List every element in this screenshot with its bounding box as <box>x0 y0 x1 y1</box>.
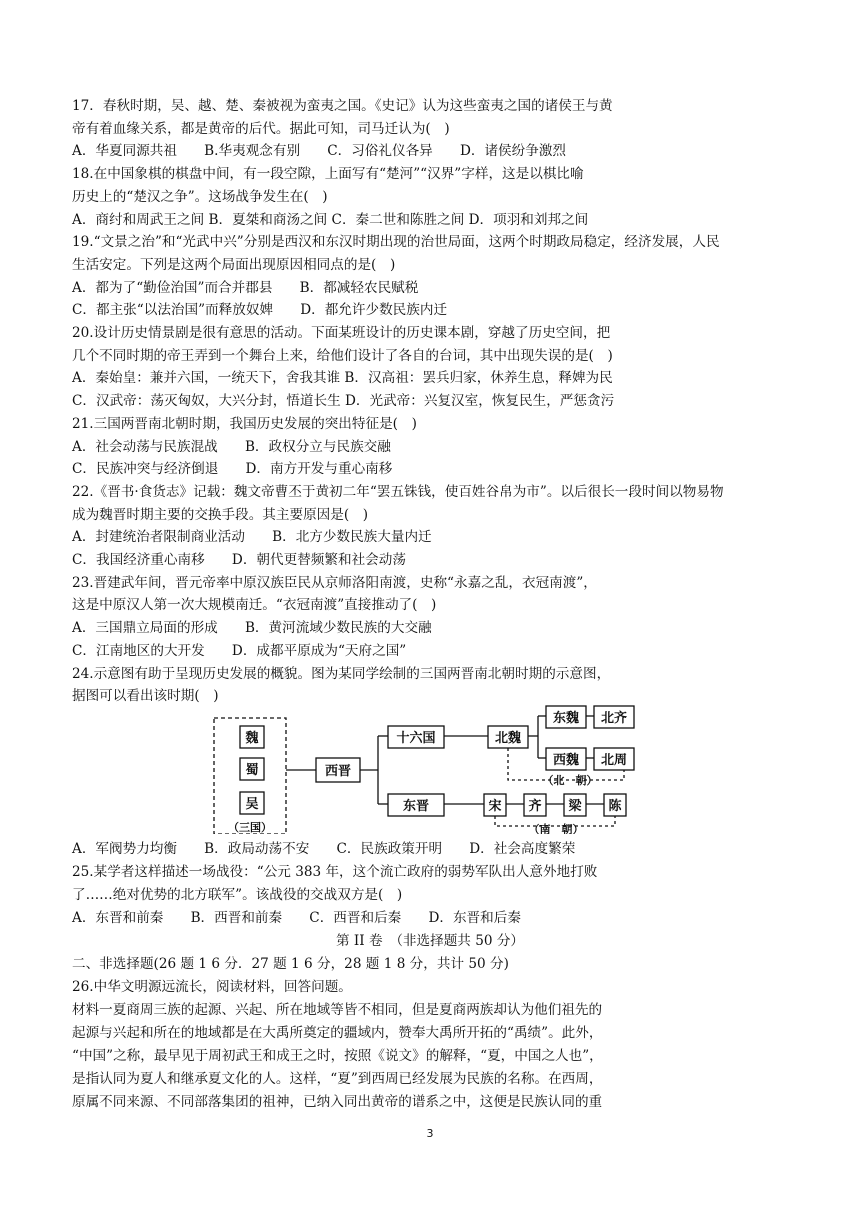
label-southern-dynasties: （南 朝） <box>528 823 584 834</box>
text-line: 20.设计历史情景剧是很有意思的活动。下面某班设计的历史课本剧，穿越了历史空间，把 <box>72 325 611 341</box>
text-line: 这是中原汉人第一次大规模南迁。“衣冠南渡”直接推动了( ) <box>72 597 437 614</box>
text-line: 起源与兴起和所在的地域都是在大禹所奠定的疆域内，赞奉大禹所开拓的“禹绩”。此外， <box>72 1025 603 1041</box>
text-line: A．商纣和周武王之间 B．夏桀和商汤之间 C．秦二世和陈胜之间 D．项羽和刘邦之间 <box>72 211 589 228</box>
box-wei: 魏 <box>245 731 259 746</box>
text-line: 23.晋建武年间，晋元帝率中原汉族臣民从京师洛阳南渡，史称“永嘉之乱，衣冠南渡”， <box>72 574 597 591</box>
text-line: 历史上的“楚汉之争”。这场战争发生在( ) <box>72 188 328 205</box>
text-line: A．秦始皇：兼并六国，一统天下，舍我其谁 B．汉高祖：罢兵归家，休养生息，释婢为民 <box>72 370 613 387</box>
box-song: 宋 <box>488 799 502 814</box>
text-line: A．三国鼎立局面的形成 B．黄河流域少数民族的大交融 <box>72 620 432 637</box>
text-line: 帝有着血缘关系，都是黄帝的后代。据此可知，司马迁认为( ) <box>72 120 450 137</box>
text-line: A．华夏同源共祖 B.华夷观念有别 C．习俗礼仪各异 D．诸侯纷争激烈 <box>72 143 567 160</box>
text-line: 22.《晋书·食货志》记载：魏文帝曹丕于黄初二年“罢五铢钱，使百姓谷帛为市”。以后很长一段时间以物易物 <box>72 483 724 500</box>
text-line: 17．春秋时期，吴、越、楚、秦被视为蛮夷之国。《史记》认为这些蛮夷之国的诸侯王与黄 <box>72 98 613 114</box>
text-line: A．封建统治者限制商业活动 B．北方少数民族大量内迁 <box>72 529 432 546</box>
text-line: 18.在中国象棋的棋盘中间，有一段空隙，上面写有“楚河”“汉界”字样，这是以棋比喻 <box>72 166 584 183</box>
box-western-jin: 西晋 <box>324 764 352 779</box>
box-northern-wei: 北魏 <box>494 731 522 746</box>
box-western-wei: 西魏 <box>552 753 580 768</box>
period-diagram <box>212 702 676 834</box>
text-line: C．民族冲突与经济倒退 D．南方开发与重心南移 <box>72 461 393 478</box>
box-eastern-wei: 东魏 <box>552 711 580 726</box>
text-line: 二、非选择题(26 题 1 6 分．27 题 1 6 分，28 题 1 8 分，共计 50 分) <box>72 956 509 972</box>
text-line: A．社会动荡与民族混战 B．政权分立与民族交融 <box>72 438 391 455</box>
box-northern-zhou: 北周 <box>600 753 628 768</box>
label-northern-dynasties: （北 朝） <box>542 774 598 787</box>
text-line: A．东晋和前秦 B．西晋和前秦 C．西晋和后秦 D．东晋和后秦 <box>72 910 521 926</box>
box-qi: 齐 <box>528 799 542 814</box>
text-line: C．江南地区的大开发 D．成都平原成为“天府之国” <box>72 642 407 659</box>
text-line: C．我国经济重心南移 D．朝代更替频繁和社会动荡 <box>72 552 406 568</box>
text-line: 成为魏晋时期主要的交换手段。其主要原因是( ) <box>72 506 369 523</box>
text-line: 材料一夏商周三族的起源、兴起、所在地域等皆不相同，但是夏商两族却认为他们祖先的 <box>72 1002 603 1018</box>
box-sixteen-kingdoms: 十六国 <box>396 731 436 746</box>
text-line: 24.示意图有助于呈现历史发展的概貌。图为某同学绘制的三国两晋南北朝时期的示意图， <box>72 665 611 682</box>
text-line: A．都为了“勤俭治国”而合并郡县 B．都减轻农民赋税 <box>72 279 419 296</box>
box-eastern-jin: 东晋 <box>402 799 430 814</box>
box-liang: 梁 <box>568 799 582 814</box>
page-number: 3 <box>426 1127 434 1140</box>
text-line: 26.中华文明源远流长，阅读材料，回答问题。 <box>72 979 352 995</box>
label-three-kingdoms: （三国） <box>228 821 272 834</box>
text-line: 21.三国两晋南北朝时期，我国历史发展的突出特征是( ) <box>72 415 417 432</box>
text-line: 几个不同时期的帝王弄到一个舞台上来，给他们设计了各自的台词，其中出现失误的是( ) <box>72 347 613 364</box>
text-line: 了……绝对优势的北方联军”。该战役的交战双方是( ) <box>72 887 403 903</box>
text-line: “中国”之称，最早见于周初武王和成王之时，按照《说文》的解释，“夏，中国之人也”， <box>72 1048 603 1064</box>
text-line: 25.某学者这样描述一场战役：“公元 383 年，这个流亡政府的弱势军队出人意外地打败 <box>72 864 598 880</box>
text-line: 生活安定。下列是这两个局面出现原因相同点的是( ) <box>72 256 396 273</box>
text-line: 19.“文景之治”和“光武中兴”分别是西汉和东汉时期出现的治世局面，这两个时期政局稳定，经济发展，人民 <box>72 234 720 251</box>
text-line: C．都主张“以法治国”而释放奴婢 D．都允许少数民族内迁 <box>72 302 448 319</box>
box-chen: 陈 <box>608 799 622 814</box>
box-northern-qi: 北齐 <box>600 711 628 726</box>
text-line: 原属不同来源、不同部落集团的祖神，已纳入同出黄帝的谱系之中，这便是民族认同的重 <box>72 1094 603 1110</box>
section-heading: 第 II 卷 （非选择题共 50 分） <box>335 933 525 949</box>
text-line: 据图可以看出该时期( ) <box>72 688 219 705</box>
text-line: 是指认同为夏人和继承夏文化的人。这样，“夏”到西周已经发展为民族的名称。在西周， <box>72 1071 603 1087</box>
text-line: A．军阀势力均衡 B．政局动荡不安 C．民族政策开明 D．社会高度繁荣 <box>72 841 576 857</box>
box-shu: 蜀 <box>245 763 259 778</box>
text-line: C．汉武帝：荡灭匈奴，大兴分封，悟道长生 D．光武帝：兴复汉室，恢复民生，严惩贪污 <box>72 393 615 410</box>
box-wu: 吴 <box>245 797 259 812</box>
